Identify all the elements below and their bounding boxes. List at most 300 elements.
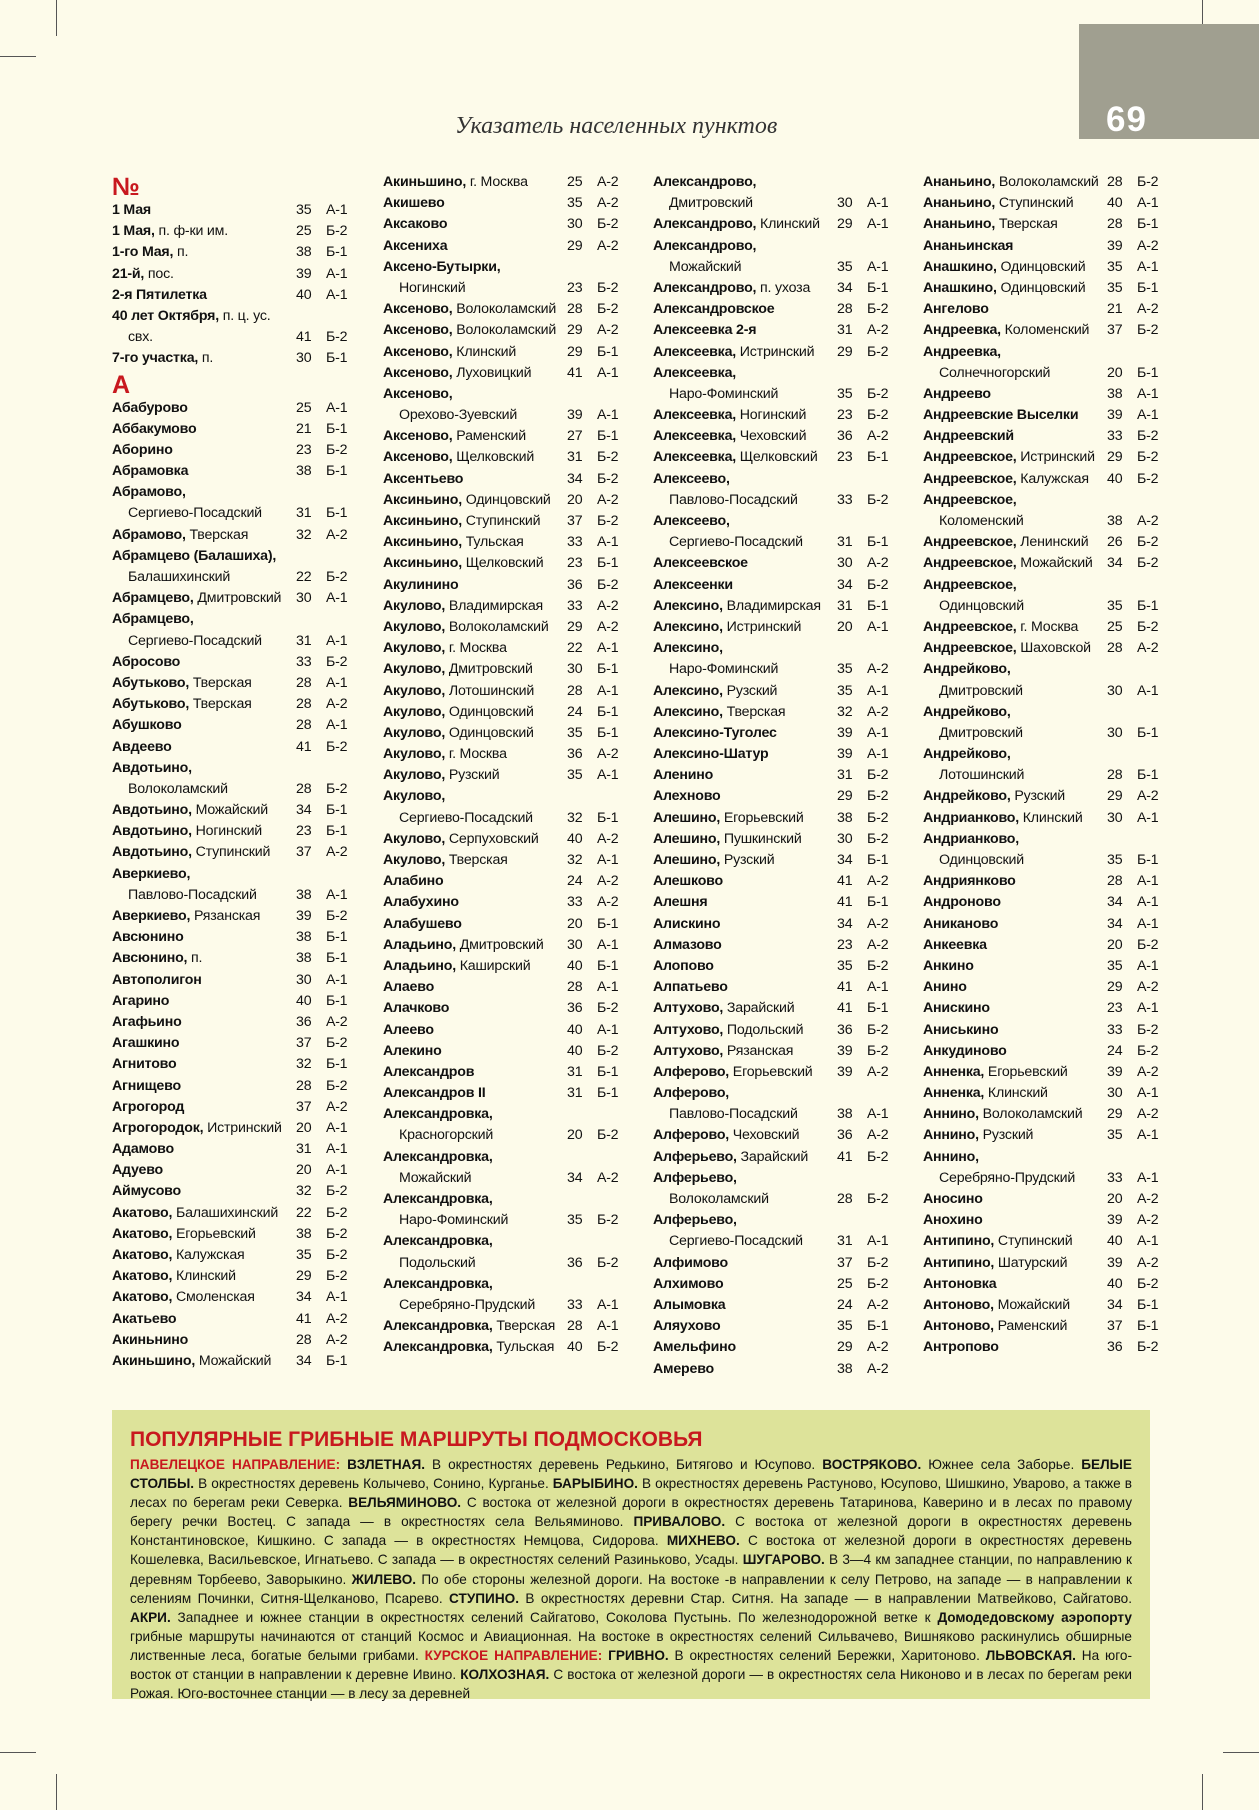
entry-name: Аннино, (923, 1148, 979, 1165)
entry-name: Аниськино (923, 1021, 999, 1038)
index-entry (923, 1104, 1173, 1125)
station-name: ЖИЛЕВО. (351, 1571, 417, 1587)
index-entry (112, 1181, 362, 1202)
entry-name: Андреевка, (923, 343, 1001, 360)
entry-name: Ангелово (923, 301, 989, 318)
route-description: С востока от железной дороги в окрестностях деревень Кошелевка, Васильевское, Игнатьево. С запада — в окрестностях селений Разиньково, Усады. (130, 1533, 1132, 1568)
index-entry (383, 977, 633, 998)
entry-name (128, 567, 230, 588)
index-entry (653, 575, 903, 596)
entry-grid: Б-2 (597, 301, 619, 318)
index-entry (923, 1125, 1173, 1146)
entry-name: Акатово, Смоленская (112, 1289, 255, 1306)
entry-grid: А-1 (1137, 1000, 1159, 1017)
index-entry (923, 638, 1173, 659)
entry-grid: А-1 (867, 618, 889, 635)
entry-page: 25 (296, 223, 312, 240)
entry-page: 23 (567, 555, 583, 572)
entry-grid: Б-2 (1137, 1275, 1159, 1292)
entry-name: Аксеново, Щелковский (383, 449, 535, 466)
index-entry (923, 998, 1173, 1019)
entry-district: п. (198, 350, 214, 367)
entry-grid: Б-2 (597, 279, 619, 296)
entry-page: 20 (296, 1119, 312, 1136)
index-entry (653, 553, 903, 574)
entry-district: Чеховский (736, 428, 807, 445)
index-entry (653, 532, 903, 553)
entry-page: 22 (296, 569, 312, 585)
entry-grid: А-2 (1137, 640, 1159, 657)
entry-district: Тульская (492, 1339, 555, 1356)
index-entry (923, 426, 1173, 447)
index-entry (383, 384, 633, 405)
entry-name: Аксиньино, Тульская (383, 534, 524, 551)
entry-page: 30 (1107, 724, 1123, 741)
route-description: В окрестностях селений Бережки, Харитоново. (668, 1647, 986, 1663)
entry-page: 34 (837, 279, 853, 296)
entry-page: 40 (567, 1042, 583, 1059)
index-entry (112, 694, 362, 715)
entry-district: Чеховский (729, 1127, 800, 1144)
entry-page: 34 (1107, 894, 1123, 911)
entry-district: Сергиево-Посадский (669, 534, 803, 551)
index-entry (383, 617, 633, 638)
entry-grid: А-1 (867, 1106, 889, 1123)
entry-page: 38 (296, 886, 312, 903)
entry-page: 21 (296, 420, 312, 437)
entry-name: Абрамовка (112, 463, 189, 480)
index-entry (653, 638, 903, 659)
entry-page: 35 (1107, 852, 1123, 868)
index-entry (653, 956, 903, 977)
entry-page: 20 (1107, 936, 1123, 953)
crop-mark (56, 1774, 57, 1810)
index-entry (923, 193, 1173, 214)
entry-page: 24 (567, 873, 583, 890)
entry-name: Алферово, (653, 1085, 730, 1102)
entry-grid: Б-1 (867, 534, 889, 551)
entry-page: 40 (567, 1339, 583, 1356)
entry-name: Алексино, Рузский (653, 682, 778, 699)
entry-name: Антипино, Ступинский (923, 1233, 1073, 1250)
entry-name: 2-я Пятилетка (112, 286, 207, 303)
entry-name: Алачково (383, 1000, 450, 1017)
entry-grid: Б-2 (326, 1225, 348, 1242)
entry-name: Абрамцево, (112, 611, 194, 628)
entry-grid: А-2 (867, 1360, 889, 1377)
entry-district: Владимирская (445, 597, 544, 614)
entry-page: 30 (837, 195, 853, 212)
entry-grid: Б-2 (867, 343, 889, 360)
entry-district: Дмитровский (455, 936, 544, 953)
index-entry (112, 1139, 362, 1160)
index-entry (383, 236, 633, 257)
entry-grid: А-2 (1137, 1106, 1159, 1123)
index-entry (112, 970, 362, 991)
entry-grid: А-2 (1137, 237, 1159, 254)
index-entry (923, 617, 1173, 638)
entry-grid: Б-1 (1137, 216, 1159, 233)
entry-name (399, 1253, 475, 1274)
entry-name: Ананьинская (923, 237, 1014, 254)
entry-district: Волоколамский (452, 322, 557, 339)
crop-mark (1202, 1774, 1203, 1810)
entry-name: Александровское (653, 301, 775, 318)
entry-district: п. (173, 244, 189, 261)
entry-name: Александровка, (383, 1233, 493, 1250)
index-entry (383, 469, 633, 490)
index-entry (112, 631, 362, 652)
station-name: СТУПИНО. (449, 1590, 519, 1606)
index-entry (383, 1062, 633, 1083)
entry-name: Авдеево (112, 738, 172, 755)
entry-grid: А-2 (867, 703, 889, 720)
route-description: С востока от железной дороги в окрестностях деревень Татаринова, Каверино и в лесах по правому берегу речки Востец. С запада — в окрестностях села Вельяминово. (130, 1495, 1132, 1530)
index-entry (383, 447, 633, 468)
entry-name (939, 765, 1024, 786)
entry-name: Александровка, (383, 1191, 493, 1207)
entry-page: 34 (1107, 915, 1123, 932)
entry-name: Александровка, Тверская (383, 1318, 556, 1335)
index-entry (923, 956, 1173, 977)
entry-name (399, 1295, 535, 1316)
index-entry (112, 864, 362, 885)
entry-page: 30 (837, 830, 853, 847)
entry-page: 33 (837, 491, 853, 508)
entry-grid: А-1 (597, 767, 619, 784)
entry-name: Агафьино (112, 1013, 182, 1030)
entry-page: 41 (837, 1000, 853, 1017)
entry-district: Рузский (445, 767, 500, 784)
index-entry (923, 553, 1173, 574)
entry-grid: А-1 (597, 534, 619, 551)
entry-grid: А-1 (1137, 1169, 1159, 1186)
entry-name: Абрамово, (112, 484, 186, 501)
entry-district: Одинцовский (996, 258, 1086, 275)
entry-name (939, 681, 1023, 702)
entry-name: Алексино, (653, 640, 723, 657)
entry-grid: А-2 (326, 1013, 348, 1030)
entry-name: Авдотьино, Ногинский (112, 823, 263, 840)
entry-district: Орехово-Зуевский (399, 407, 518, 424)
entry-grid: А-1 (326, 1289, 348, 1306)
entry-page: 36 (567, 576, 583, 593)
entry-page: 41 (296, 738, 312, 755)
entry-grid: Б-2 (326, 1183, 348, 1200)
entry-page: 24 (837, 1296, 853, 1313)
entry-district: Клинский (452, 343, 517, 360)
entry-grid: Б-1 (1137, 1318, 1159, 1335)
entry-grid: Б-2 (1137, 555, 1159, 572)
index-entry (653, 1147, 903, 1168)
index-entry (653, 871, 903, 892)
entry-grid: Б-2 (326, 441, 348, 458)
entry-district: Ступинский (995, 195, 1074, 212)
entry-name: Агнитово (112, 1056, 177, 1073)
index-entry (923, 914, 1173, 935)
entry-grid: Б-1 (597, 915, 619, 932)
index-entry (923, 1083, 1173, 1104)
index-entry (112, 800, 362, 821)
entry-district: Истринский (203, 1119, 282, 1136)
entry-name (669, 257, 741, 278)
entry-grid: А-2 (867, 322, 889, 339)
entry-page: 28 (837, 301, 853, 318)
entry-name: Акулово, г. Москва (383, 746, 507, 763)
entry-name (669, 659, 778, 680)
entry-page: 36 (837, 1127, 853, 1144)
entry-page: 30 (296, 590, 312, 607)
entry-page: 28 (567, 301, 583, 318)
entry-name (399, 405, 517, 426)
entry-name: Андрейково, (923, 703, 1011, 720)
entry-name (669, 193, 753, 214)
entry-page: 40 (1107, 1233, 1123, 1250)
index-entry (383, 405, 633, 426)
index-entry (112, 285, 362, 306)
entry-district: Клинский (756, 216, 820, 233)
entry-name: Андриянково (923, 873, 1016, 890)
entry-district: Владимирская (722, 597, 821, 614)
index-entry (653, 998, 903, 1019)
entry-grid: Б-1 (597, 1085, 619, 1102)
index-entry (383, 638, 633, 659)
entry-page: 39 (567, 407, 583, 424)
entry-page: 28 (296, 1077, 312, 1094)
entry-district: Можайский (1016, 555, 1093, 572)
entry-page: 29 (1107, 979, 1123, 996)
entry-grid: Б-2 (597, 1042, 619, 1059)
entry-district: Павлово-Посадский (669, 491, 798, 508)
entry-district: Зарайский (736, 1148, 809, 1165)
station-name: ПРИВАЛОВО. (633, 1514, 726, 1530)
entry-grid: Б-1 (1137, 279, 1159, 296)
entry-grid: Б-2 (867, 1191, 889, 1207)
entry-name: Аксиньино, Щелковский (383, 555, 544, 572)
entry-grid: А-2 (1137, 513, 1159, 529)
entry-grid: А-2 (597, 873, 619, 890)
entry-page: 35 (1107, 279, 1123, 296)
index-entry (383, 1104, 633, 1125)
entry-grid: А-2 (1137, 979, 1159, 996)
entry-page: 31 (296, 632, 312, 649)
entry-grid: Б-1 (867, 279, 889, 296)
entry-page: 31 (837, 322, 853, 339)
entry-grid: А-2 (867, 661, 889, 678)
entry-page: 40 (296, 286, 312, 303)
entry-name: Алешино, Пушкинский (653, 830, 802, 847)
entry-grid: Б-2 (1137, 174, 1159, 190)
entry-name: Алексино-Туголес (653, 724, 777, 741)
letter-heading: № (112, 173, 140, 201)
entry-grid: Б-1 (326, 463, 348, 480)
entry-page: 34 (1107, 1296, 1123, 1313)
entry-page: 40 (296, 992, 312, 1009)
entry-page: 33 (1107, 428, 1123, 445)
entry-name: Аборино (112, 441, 173, 458)
index-entry (653, 765, 903, 786)
entry-name: Аниканово (923, 915, 999, 932)
entry-district: Сергиево-Посадский (128, 505, 262, 522)
entry-page: 41 (837, 979, 853, 996)
index-entry (383, 702, 633, 723)
entry-grid: А-2 (867, 915, 889, 932)
route-description: На юго-восток от станции в направлении к деревне Ивино. (130, 1647, 1132, 1683)
entry-name: Алферьево, (653, 1169, 737, 1186)
entry-grid: Б-2 (867, 1042, 889, 1059)
entry-grid: Б-1 (326, 802, 348, 819)
entry-page: 35 (1107, 258, 1123, 275)
entry-grid: Б-2 (1137, 936, 1159, 953)
index-entry (653, 1295, 903, 1316)
entry-district: Щелковский (461, 555, 544, 572)
entry-name: Алексеевка, Щелковский (653, 449, 818, 466)
index-entry (923, 744, 1173, 765)
entry-page: 35 (567, 195, 583, 212)
entry-name: Абутьково, Тверская (112, 674, 252, 691)
entry-page: 35 (837, 258, 853, 275)
entry-district: Подольский (399, 1254, 476, 1271)
entry-name: Акатово, Егорьевский (112, 1225, 256, 1242)
entry-grid: Б-1 (867, 1318, 889, 1335)
entry-grid: Б-1 (326, 244, 348, 261)
index-entry (653, 236, 903, 257)
index-entry (923, 342, 1173, 363)
entry-page: 32 (296, 1183, 312, 1200)
entry-name: Акулово, Одинцовский (383, 703, 534, 720)
index-entry (923, 447, 1173, 468)
entry-page: 38 (1107, 385, 1123, 402)
entry-page: 40 (567, 830, 583, 847)
entry-district: Можайский (399, 1169, 472, 1186)
entry-name: Алексино, Владимирская (653, 597, 821, 614)
entry-page: 35 (567, 724, 583, 741)
entry-district: Егорьевский (720, 809, 804, 826)
entry-grid: Б-2 (867, 1148, 889, 1165)
route-description: С востока от железной дороги — в окрестностях села Никоново и в лесах по берегам реки Рожая. Юго-восточнее станции — в лесу за деревней (130, 1667, 1132, 1702)
index-entry (112, 779, 362, 800)
index-entry (923, 1020, 1173, 1041)
entry-grid: Б-1 (597, 703, 619, 720)
entry-name: Алешня (653, 894, 708, 911)
entry-district: Тверская (995, 216, 1058, 233)
entry-district: Красногорский (399, 1127, 494, 1144)
entry-district: Балашихинский (128, 569, 231, 585)
entry-district: Одинцовский (445, 724, 534, 741)
entry-grid: А-1 (597, 640, 619, 657)
entry-district: Раменский (993, 1318, 1068, 1335)
entry-grid: Б-2 (867, 957, 889, 974)
entry-page: 29 (837, 1339, 853, 1356)
entry-name: Анино (923, 979, 967, 996)
entry-district: Тверская (189, 696, 252, 713)
entry-page: 32 (567, 852, 583, 868)
entry-district: Наро-Фоминский (669, 385, 779, 402)
entry-grid: Б-2 (1137, 1339, 1159, 1356)
entry-district: г. Москва (1016, 618, 1079, 635)
entry-district: Смоленская (172, 1289, 255, 1306)
direction-label: КУРСКОЕ НАПРАВЛЕНИЕ: (424, 1647, 609, 1663)
entry-page: 33 (1107, 1021, 1123, 1038)
entry-district: Ногинский (736, 407, 807, 424)
entry-page: 36 (567, 746, 583, 763)
entry-grid: Б-1 (326, 420, 348, 437)
entry-name: Аймусово (112, 1183, 181, 1200)
entry-name (399, 1125, 493, 1146)
entry-page: 35 (567, 767, 583, 784)
index-entry (923, 871, 1173, 892)
entry-name: Алымовка (653, 1296, 726, 1313)
entry-name: Алферьево, (653, 1212, 737, 1229)
entry-page: 35 (837, 661, 853, 678)
entry-grid: А-1 (867, 724, 889, 741)
index-entry (112, 1076, 362, 1097)
entry-name (669, 384, 778, 405)
entry-name: Анкеевка (923, 936, 987, 953)
entry-page: 30 (567, 661, 583, 678)
entry-grid: А-1 (597, 979, 619, 996)
index-entry (653, 193, 903, 214)
station-name: АКРИ. (130, 1609, 171, 1625)
entry-page: 36 (567, 1000, 583, 1017)
entry-name: Аксениха (383, 237, 448, 254)
index-entry (383, 744, 633, 765)
entry-name: Аннино, Рузский (923, 1127, 1034, 1144)
entry-name: Абрамцево (Балашиха), (112, 547, 277, 564)
index-entry (923, 850, 1173, 871)
route-description: В окрестностях деревень Редькино, Битягово и Юсупово. (425, 1457, 823, 1472)
entry-grid: Б-1 (597, 957, 619, 974)
entry-page: 36 (296, 1013, 312, 1030)
entry-grid: Б-2 (867, 407, 889, 424)
index-entry (923, 1041, 1173, 1062)
index-entry (383, 596, 633, 617)
entry-grid: Б-1 (597, 724, 619, 741)
entry-page: 23 (837, 407, 853, 424)
entry-grid: А-1 (597, 407, 619, 424)
entry-page: 41 (567, 364, 583, 381)
index-entry (383, 1337, 633, 1358)
entry-page: 33 (1107, 1169, 1123, 1186)
index-entry (383, 956, 633, 977)
entry-district: Лотошинский (445, 682, 535, 699)
box-title: ПОПУЛЯРНЫЕ ГРИБНЫЕ МАРШРУТЫ ПОДМОСКОВЬЯ (130, 1428, 703, 1451)
entry-district: Можайский (191, 802, 268, 819)
entry-page: 35 (296, 202, 312, 218)
crop-mark (56, 0, 57, 36)
entry-name: Аксеново, Клинский (383, 343, 517, 360)
entry-grid: А-2 (326, 844, 348, 861)
entry-grid: Б-1 (597, 809, 619, 826)
entry-name: Агарино (112, 992, 170, 1009)
index-entry (383, 1147, 633, 1168)
index-entry (923, 596, 1173, 617)
entry-grid: А-1 (1137, 1085, 1159, 1102)
entry-page: 30 (1107, 682, 1123, 699)
entry-district: Волоколамский (978, 1106, 1083, 1123)
entry-name: Аладьино, Каширский (383, 957, 531, 974)
index-entry (383, 426, 633, 447)
entry-name (939, 363, 1050, 384)
entry-name: Адуево (112, 1162, 164, 1179)
entry-page: 39 (296, 908, 312, 924)
index-entry (383, 1168, 633, 1189)
entry-grid: А-1 (867, 1233, 889, 1250)
entry-name: Алаево (383, 979, 435, 996)
entry-grid: Б-2 (867, 1021, 889, 1038)
entry-page: 23 (837, 936, 853, 953)
page-title: Указатель населенных пунктов (455, 113, 778, 139)
